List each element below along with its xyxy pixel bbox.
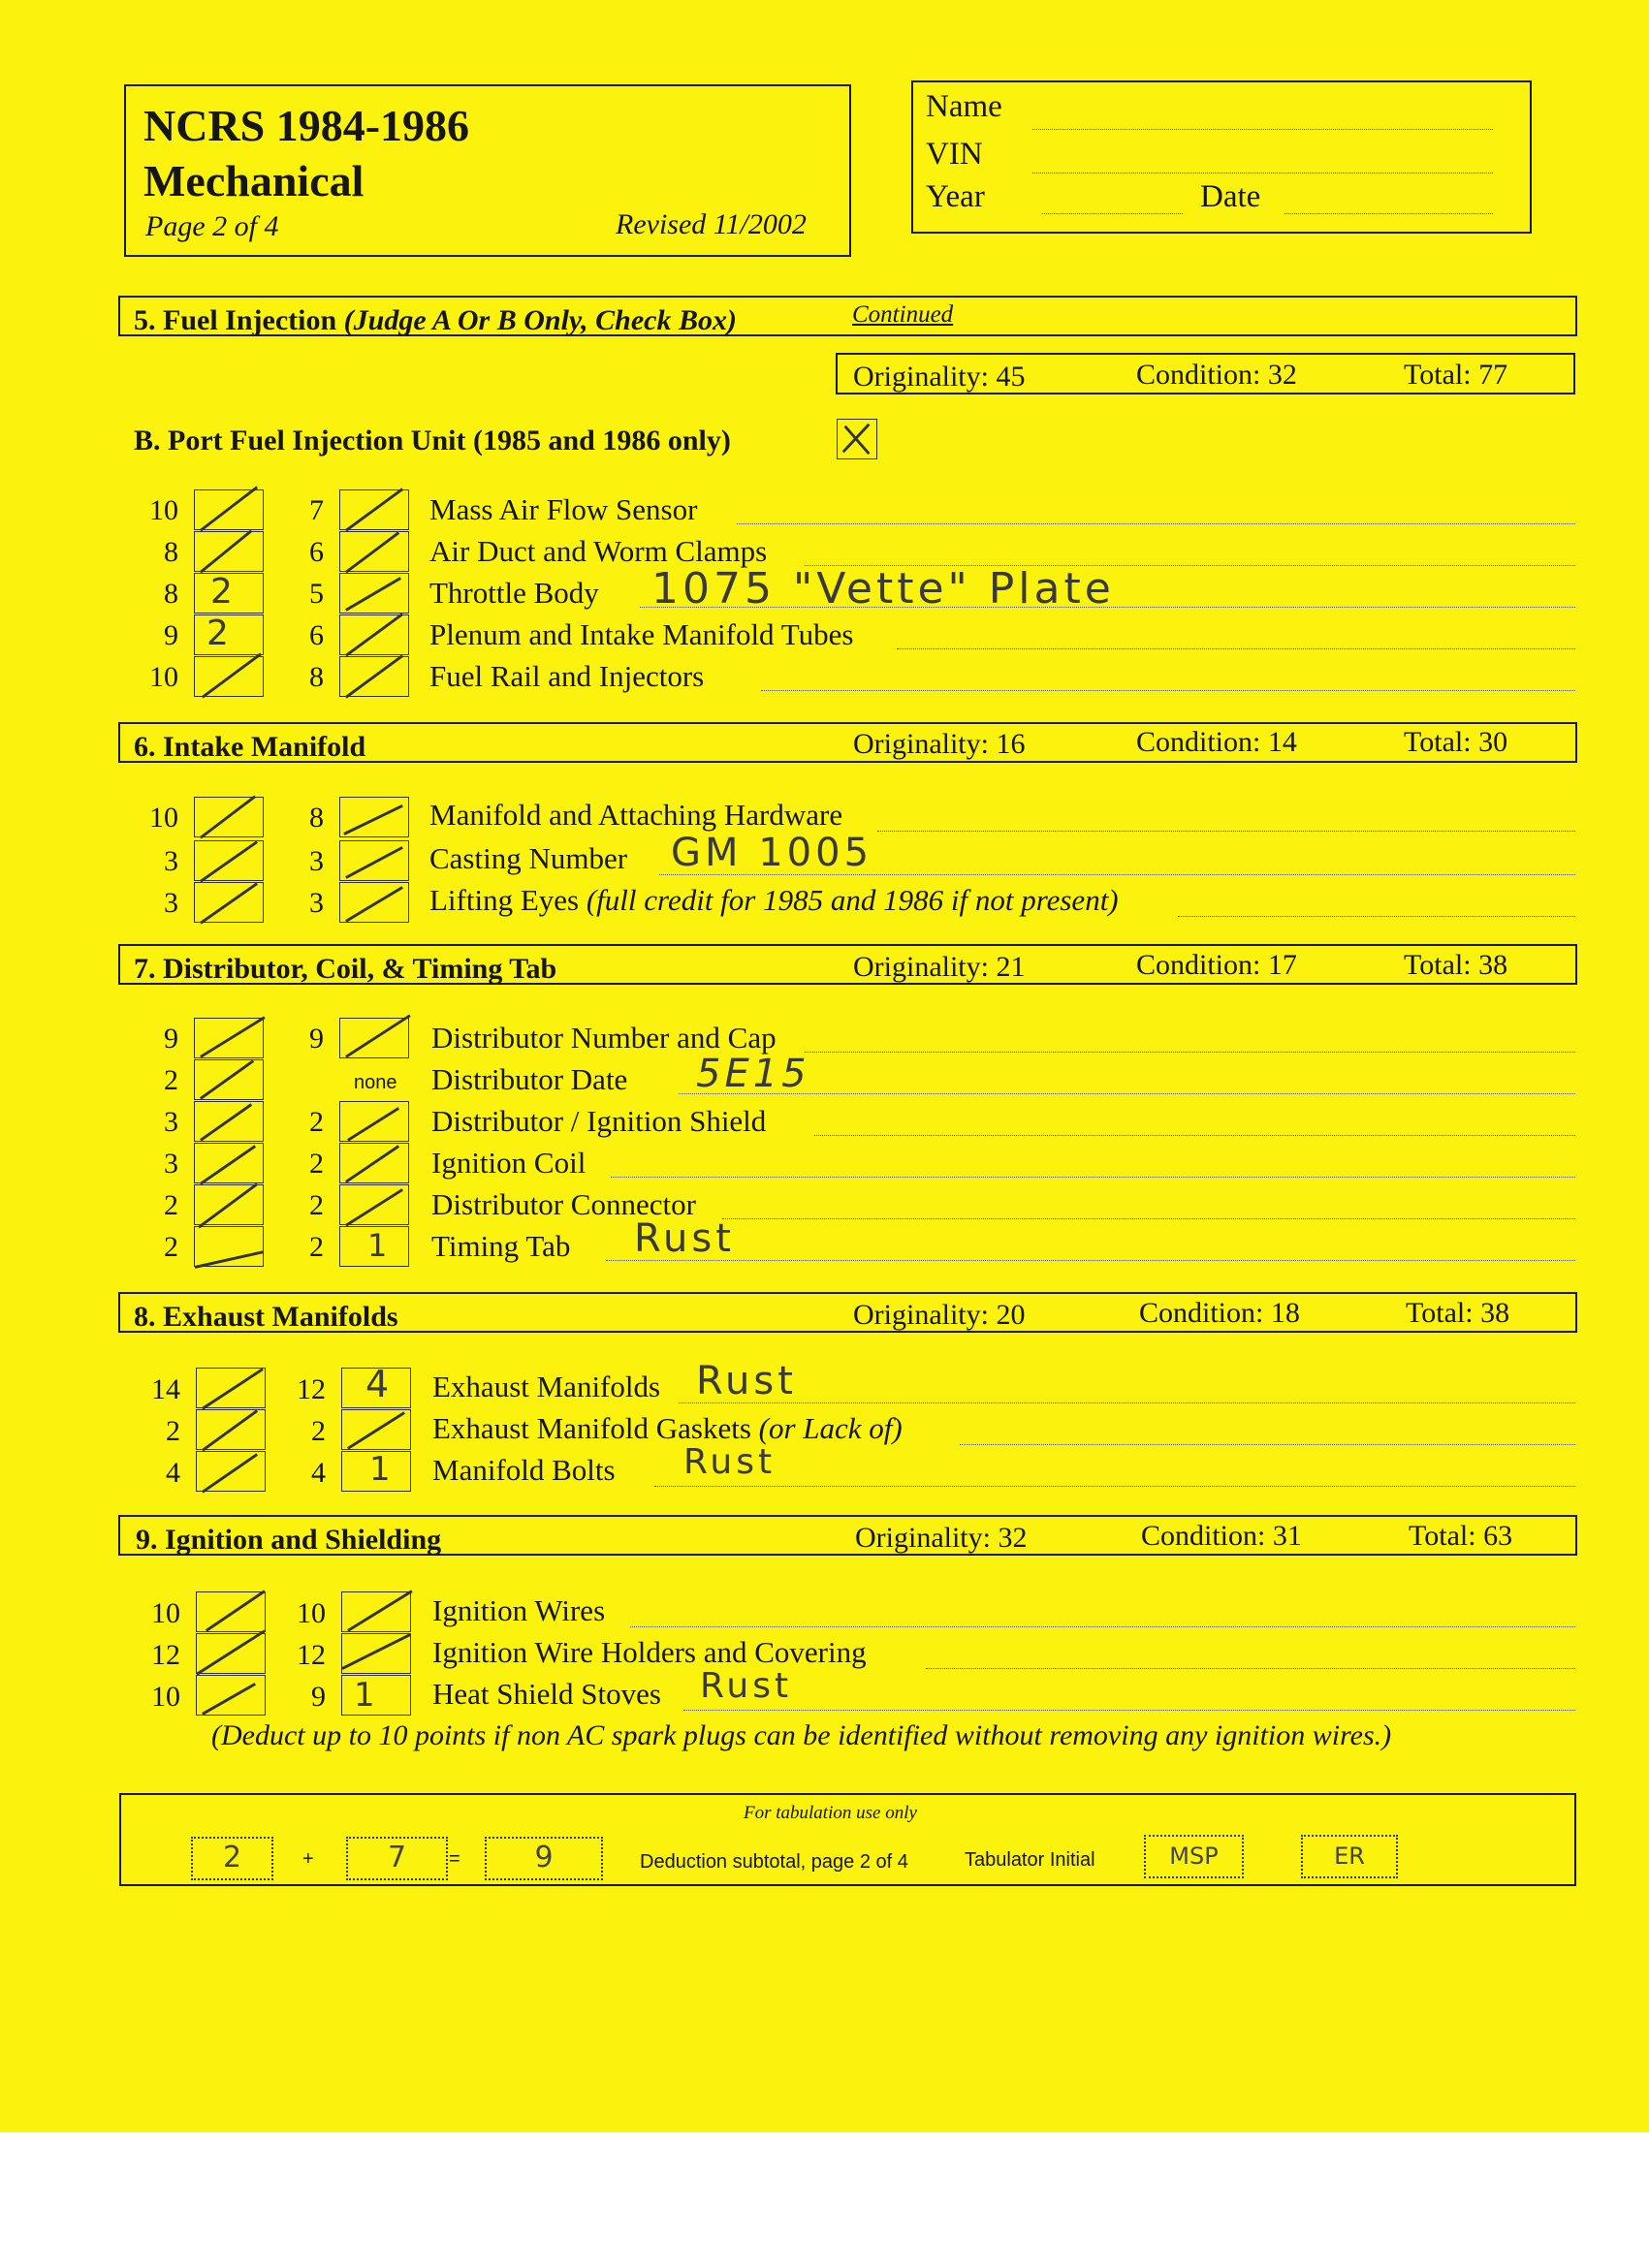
item-label: Manifold Bolts [432,1453,616,1487]
handwritten-deduction: 4 [365,1363,394,1405]
item-notes-line [606,1260,1575,1261]
originality-points: 2 [166,1415,180,1447]
originality-points: 2 [164,1231,178,1263]
section-6-originality: Originality: 16 [853,728,1026,760]
originality-checkbox[interactable] [196,1451,266,1492]
item-notes-line [814,1135,1575,1136]
condition-points: 12 [297,1373,326,1405]
condition-checkbox[interactable] [341,1675,411,1716]
handwritten-note: Rust [634,1216,735,1261]
item-label: Distributor Number and Cap [431,1021,777,1055]
item-notes-line [877,831,1575,832]
section-9-title: 9. Ignition and Shielding [136,1524,442,1556]
section-6-condition: Condition: 14 [1136,726,1297,758]
handwritten-note: Rust [683,1442,777,1482]
condition-points: 5 [309,578,324,610]
condition-points: 8 [309,661,324,693]
section-5-total: Total: 77 [1404,359,1508,391]
form-title: NCRS 1984-1986 [143,101,470,150]
item-notes-line [960,1444,1575,1445]
originality-points: 12 [151,1639,180,1671]
originality-checkbox[interactable] [196,1675,266,1716]
item-label: Ignition Wire Holders and Covering [432,1635,867,1669]
condition-points: 2 [309,1106,324,1138]
revision-date: Revised 11/2002 [616,208,807,240]
section-5-originality: Originality: 45 [853,361,1026,393]
item-notes-line [926,1668,1575,1669]
section-7-title: 7. Distributor, Coil, & Timing Tab [134,953,557,985]
form-subtitle: Mechanical [143,156,365,205]
plus-sign: + [302,1848,314,1870]
condition-points: 3 [309,887,324,919]
item-notes-line [630,1626,1575,1627]
tabulator-initial-1-field[interactable]: MSP [1144,1835,1244,1878]
condition-checkbox[interactable] [339,797,409,837]
originality-checkbox[interactable] [194,882,264,923]
check-mark [340,1178,408,1232]
condition-points: 2 [311,1415,326,1447]
date-label: Date [1200,179,1261,214]
handwritten-deduction: 1 [367,1227,392,1264]
originality-points: 3 [164,887,178,919]
item-label: Manifold and Attaching Hardware [429,798,843,832]
section-9-originality: Originality: 32 [855,1522,1028,1554]
condition-points: 6 [309,619,324,651]
name-label: Name [926,89,1002,124]
check-mark [340,1011,408,1065]
spark-plug-footnote: (Deduct up to 10 points if non AC spark plugs can be identified without removing any ignition wires.) [211,1719,1392,1751]
item-notes-line [722,1218,1575,1219]
name-field[interactable] [1032,129,1493,130]
originality-points: 8 [164,578,178,610]
condition-points: 2 [309,1148,324,1180]
item-label: Distributor / Ignition Shield [431,1104,767,1138]
handwritten-note: 5E15 [696,1052,810,1096]
item-label: Mass Air Flow Sensor [429,492,698,526]
section-5-title: 5. Fuel Injection (Judge A Or B Only, Check Box) [134,304,737,336]
section-6-total: Total: 30 [1404,726,1508,758]
check-mark [342,1402,410,1457]
item-notes-line [640,607,1575,608]
section-7-total: Total: 38 [1404,949,1508,981]
deduction-subtotal-field[interactable]: 9 [485,1837,603,1880]
condition-points: 2 [309,1231,324,1263]
item-notes-line [679,1402,1575,1403]
section-7-condition: Condition: 17 [1136,949,1297,981]
year-field[interactable] [1042,213,1183,214]
item-label: Exhaust Manifolds [432,1370,661,1403]
continued-label: Continued [852,301,954,328]
item-label: Fuel Rail and Injectors [429,659,705,693]
condition-points: 6 [309,536,324,568]
originality-points: 10 [151,1681,180,1713]
tabulator-initial-2-field[interactable]: ER [1301,1835,1398,1878]
originality-points: 3 [164,845,178,877]
vin-label: VIN [926,137,983,172]
tabulation-heading: For tabulation use only [744,1803,917,1823]
originality-points: 9 [164,619,178,651]
condition-checkbox[interactable] [339,656,409,697]
condition-points: 4 [311,1457,326,1489]
item-notes-line [737,523,1575,524]
section-8-condition: Condition: 18 [1139,1297,1300,1329]
originality-points: 3 [164,1106,178,1138]
deduction-originality-field[interactable]: 2 [191,1837,273,1880]
item-label: Exhaust Manifold Gaskets (or Lack of) [432,1411,903,1445]
item-notes-line [805,1052,1575,1053]
originality-checkbox[interactable] [194,573,264,614]
item-label: Lifting Eyes (full credit for 1985 and 1986 if not present) [429,883,1119,917]
condition-points: 2 [309,1189,324,1221]
check-mark [195,875,263,929]
condition-checkbox[interactable] [339,1226,409,1267]
handwritten-note: 1075 "Vette" Plate [651,564,1115,614]
item-label: Ignition Wires [432,1593,606,1627]
section-7-originality: Originality: 21 [853,951,1026,983]
item-notes-line [679,1093,1575,1094]
check-mark [340,649,408,704]
check-mark [195,649,263,704]
deduction-subtotal-label: Deduction subtotal, page 2 of 4 [640,1851,908,1873]
originality-points: 2 [164,1189,178,1221]
condition-checkbox[interactable] [339,1018,409,1058]
deduction-condition-field[interactable]: 7 [346,1837,448,1880]
check-mark [195,524,263,579]
condition-points: 9 [309,1023,324,1055]
handwritten-deduction: 2 [206,614,233,653]
condition-checkbox[interactable] [339,1184,409,1225]
handwritten-note: Rust [696,1359,797,1403]
condition-points: 10 [297,1597,326,1629]
section-8-originality: Originality: 20 [853,1299,1026,1331]
item-notes-line [654,1486,1575,1487]
originality-points: 10 [149,494,178,526]
section-6-title: 6. Intake Manifold [134,731,366,763]
section-9-condition: Condition: 31 [1141,1520,1302,1552]
originality-points: 10 [151,1597,180,1629]
item-label: Casting Number [429,841,628,875]
check-mark [197,1668,265,1722]
condition-points: 9 [311,1681,326,1713]
section-9-total: Total: 63 [1409,1520,1513,1552]
check-mark [342,1626,410,1681]
item-notes-line [897,648,1575,649]
handwritten-deduction: 1 [369,1450,395,1489]
subsection-b-title: B. Port Fuel Injection Unit (1985 and 1986 only) [134,425,731,457]
item-label: Throttle Body [429,576,599,610]
originality-points: 2 [164,1064,178,1096]
checkbox-x-mark [838,412,876,466]
year-label: Year [926,179,985,214]
subsection-b-checkbox[interactable] [837,419,877,459]
handwritten-deduction: 1 [354,1676,379,1715]
check-mark [197,1444,265,1498]
item-label: Heat Shield Stoves [432,1677,661,1711]
originality-points: 14 [151,1373,180,1405]
item-notes-line [683,1710,1575,1711]
item-label: Ignition Coil [431,1146,587,1180]
condition-points: 3 [309,845,324,877]
section-8-title: 8. Exhaust Manifolds [134,1301,398,1333]
condition-checkbox[interactable] [341,1451,411,1492]
originality-checkbox[interactable] [194,797,264,837]
originality-points: 10 [149,802,178,834]
item-label: Air Duct and Worm Clamps [429,534,768,568]
item-notes-line [761,690,1575,691]
condition-checkbox[interactable] [341,1633,411,1674]
originality-checkbox[interactable] [194,1226,264,1267]
condition-points: 7 [309,494,324,526]
check-mark [195,1219,263,1274]
condition-checkbox[interactable] [339,882,409,923]
item-label: Distributor Connector [431,1187,696,1221]
handwritten-note: GM 1005 [671,831,873,875]
equals-sign: = [449,1848,460,1870]
originality-points: 4 [166,1457,180,1489]
section-5-condition: Condition: 32 [1136,359,1297,391]
date-field[interactable] [1284,213,1493,214]
tabulator-initial-label: Tabulator Initial [965,1849,1095,1871]
item-label: Timing Tab [431,1229,571,1263]
item-notes-line [611,1177,1575,1178]
condition-checkbox[interactable] [341,1409,411,1450]
originality-points: 8 [164,536,178,568]
originality-points: 3 [164,1148,178,1180]
page-number: Page 2 of 4 [145,210,279,242]
item-label: Plenum and Intake Manifold Tubes [429,617,854,651]
originality-checkbox[interactable] [194,656,264,697]
condition-points: 8 [309,802,324,834]
handwritten-deduction: 2 [210,572,237,612]
handwritten-note: Rust [700,1666,793,1706]
item-notes-line [659,874,1575,875]
originality-checkbox[interactable] [194,531,264,572]
originality-points: 10 [149,661,178,693]
section-8-total: Total: 38 [1406,1297,1510,1329]
originality-points: 9 [164,1023,178,1055]
condition-points: 12 [297,1639,326,1671]
item-label: Distributor Date [431,1062,628,1096]
check-mark [340,875,408,929]
item-notes-line [1178,916,1575,917]
condition-none-label: none [354,1072,397,1093]
